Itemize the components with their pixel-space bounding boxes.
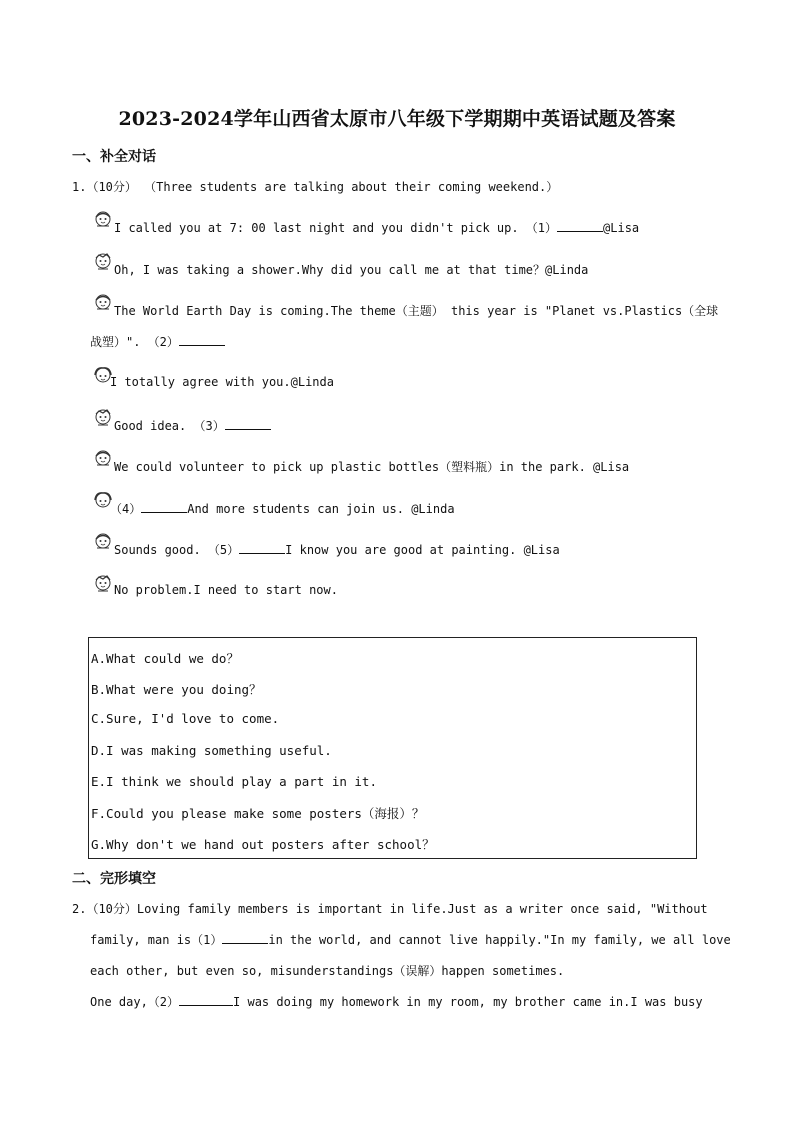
option-f[interactable]: F.Could you please make some posters（海报）？ xyxy=(91,806,425,821)
cloze-line-2 xyxy=(90,931,731,948)
cloze-line-2-before: family, man is（1） xyxy=(90,933,223,947)
dialogue-line-9: No problem.I need to start now. xyxy=(114,583,338,597)
cloze-line-3: each other, but even so, misunderstandings（误解）happen sometimes. xyxy=(90,964,565,978)
question-1-prompt: 1.（10分） （Three students are talking about their coming weekend.） xyxy=(72,180,559,194)
document-title: 2023-2024学年山西省太原市八年级下学期期中英语试题及答案 xyxy=(118,108,676,130)
answer-blank-3[interactable] xyxy=(225,419,271,430)
option-g[interactable]: G.Why don't we hand out posters after school？ xyxy=(91,837,435,852)
dialogue-line-1 xyxy=(114,219,639,236)
dialogue-line-6: We could volunteer to pick up plastic bottles（塑料瓶）in the park. @Lisa xyxy=(114,460,630,474)
dialogue-line-8-text: Sounds good. （5） xyxy=(114,543,240,557)
option-d[interactable]: D.I was making something useful. xyxy=(91,743,332,758)
option-e[interactable]: E.I think we should play a part in it. xyxy=(91,774,377,789)
dialogue-line-8 xyxy=(114,541,560,558)
dialogue-line-1-speaker: @Lisa xyxy=(603,221,640,235)
cloze-line-4-after: I was doing my homework in my room, my brother came in.I was busy xyxy=(233,995,703,1009)
dialogue-line-7-text: （4） xyxy=(110,502,142,516)
boy-avatar-icon xyxy=(92,408,114,428)
girl-avatar-icon xyxy=(92,532,114,552)
option-a[interactable]: A.What could we do？ xyxy=(91,651,239,666)
cloze-line-2-after: in the world, and cannot live happily."In my family, we all love xyxy=(268,933,731,947)
dialogue-line-3-cont-text: 战塑）". （2） xyxy=(90,335,179,349)
answer-blank-2[interactable] xyxy=(179,335,225,346)
dialogue-line-5 xyxy=(114,417,271,434)
cloze-blank-1[interactable] xyxy=(222,933,268,944)
boy-avatar-icon xyxy=(92,252,114,272)
section-heading-dialogue: 一、补全对话 xyxy=(72,149,156,165)
boy-avatar-icon xyxy=(92,574,114,594)
dialogue-line-3-cont xyxy=(90,333,225,350)
cloze-line-1: 2.（10分）Loving family members is important in life.Just as a writer once said, "Without xyxy=(72,902,708,916)
answer-blank-5[interactable] xyxy=(239,543,285,554)
dialogue-line-5-text: Good idea. （3） xyxy=(114,419,225,433)
option-b[interactable]: B.What were you doing？ xyxy=(91,682,262,697)
dialogue-line-4: I totally agree with you.@Linda xyxy=(110,375,334,389)
dialogue-line-2: Oh, I was taking a shower.Why did you call me at that time？@Linda xyxy=(114,263,589,277)
answer-blank-1[interactable] xyxy=(557,221,603,232)
section-heading-cloze: 二、完形填空 xyxy=(72,871,156,887)
dialogue-line-1-text: I called you at 7: 00 last night and you didn't pick up. （1） xyxy=(114,221,558,235)
girl-avatar-icon xyxy=(92,449,114,469)
girl-avatar-icon xyxy=(92,293,114,313)
options-box xyxy=(88,637,697,859)
girl-avatar-icon xyxy=(92,210,114,230)
dialogue-line-8-rest: I know you are good at painting. @Lisa xyxy=(285,543,560,557)
dialogue-line-3: The World Earth Day is coming.The theme（主题） this year is "Planet vs.Plastics（全球 xyxy=(114,304,719,318)
cloze-blank-2[interactable] xyxy=(179,995,233,1006)
cloze-line-4 xyxy=(90,993,703,1010)
answer-blank-4[interactable] xyxy=(141,502,187,513)
option-c[interactable]: C.Sure, I'd love to come. xyxy=(91,711,280,726)
dialogue-line-7 xyxy=(110,500,455,517)
cloze-line-4-before: One day,（2） xyxy=(90,995,180,1009)
dialogue-line-7-rest: And more students can join us. @Linda xyxy=(187,502,455,516)
